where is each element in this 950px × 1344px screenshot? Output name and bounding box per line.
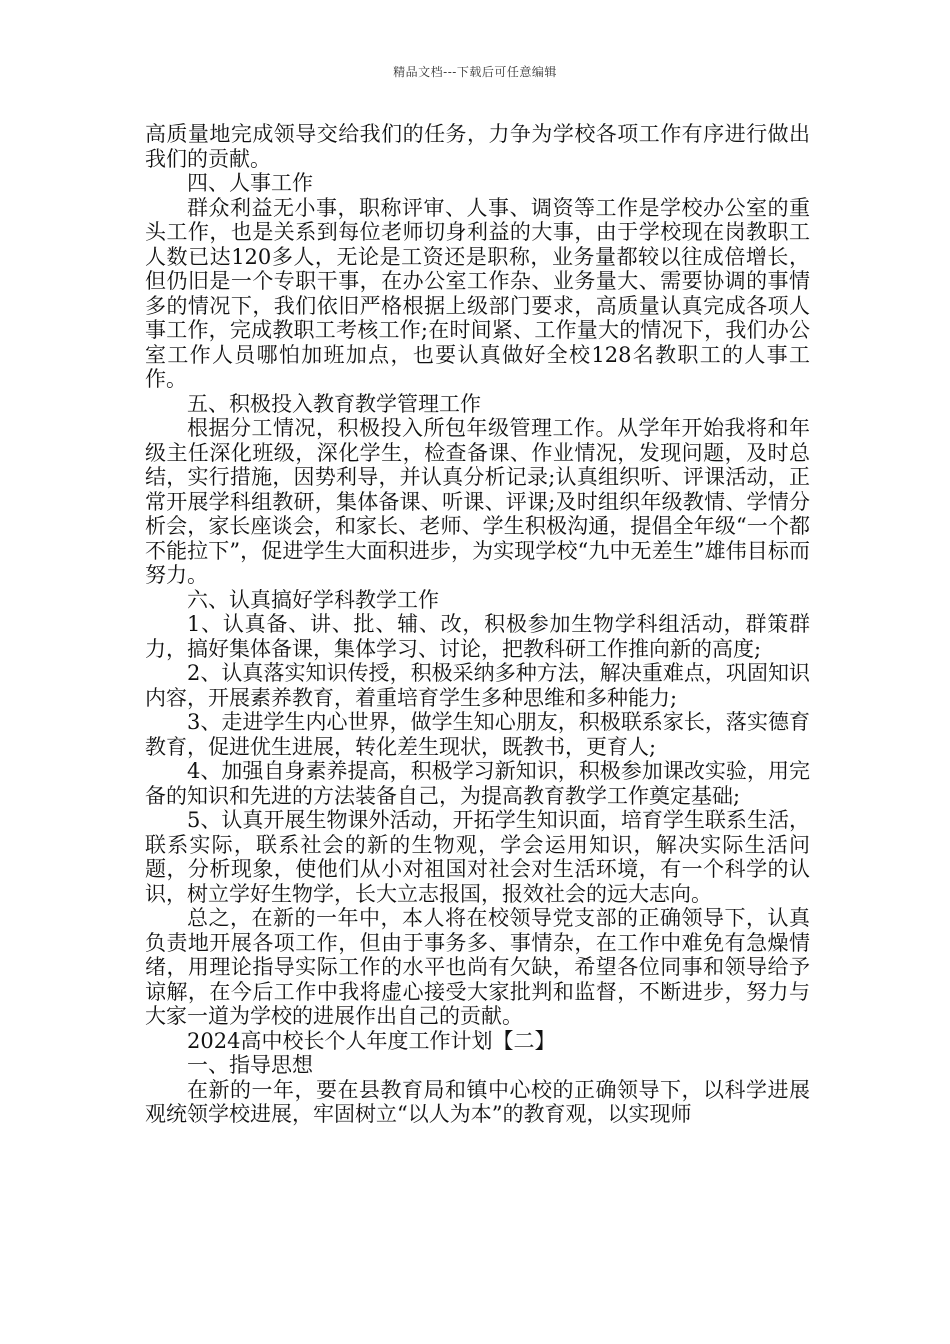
list-item-4: 4、加强自身素养提高，积极学习新知识，积极参加课改实验，用完备的知识和先进的方法装备自己，为提高教育教学工作奠定基础; [145,759,810,808]
paragraph-personnel: 群众利益无小事，职称评审、人事、调资等工作是学校办公室的重头工作，也是关系到每位老师切身利益的大事，由于学校现在岗教职工人数已达120多人，无论是工资还是职称，业务量都较以往成倍增长，但仍旧是一个专职干事，在办公室工作杂、业务量大、需要协调的事情多的情况下，我们依旧严格根据上级部门要求，高质量认真完成各项人事工作，完成教职工考核工作;在时间紧、工作量大的情况下，我们办公室工作人员哪怕加班加点，也要认真做好全校128名教职工的人事工作。 [145,195,810,391]
section-title-plan-2: 2024高中校长个人年度工作计划【二】 [187,1028,556,1053]
list-item-3: 3、走进学生内心世界，做学生知心朋友，积极联系家长，落实德育教育，促进优生进展，转化差生现状，既教书，更育人; [145,710,810,759]
heading-subject-teaching: 六、认真搞好学科教学工作 [187,587,439,612]
paragraph-teaching-management: 根据分工情况，积极投入所包年级管理工作。从学年开始我将和年级主任深化班级，深化学生，检查备课、作业情况，发现问题，及时总结，实行措施，因势利导，并认真分析记录;认真组织听、评课活动，正常开展学科组教研，集体备课、听课、评课;及时组织年级教情、学情分析会，家长座谈会，和家长、老师、学生积极沟通，提倡全年级“一个都不能拉下”，促进学生大面积进步，为实现学校“九中无差生”雄伟目标而努力。 [145,416,810,587]
list-item-1: 1、认真备、讲、批、辅、改，积极参加生物学科组活动，群策群力，搞好集体备课，集体学习、讨论，把教科研工作推向新的高度; [145,612,810,661]
heading-personnel-work: 四、人事工作 [187,171,313,195]
heading-guiding-ideology: 一、指导思想 [187,1053,313,1077]
document-body [145,122,810,1127]
paragraph-guiding-ideology: 在新的一年，要在县教育局和镇中心校的正确领导下，以科学进展观统领学校进展，牢固树立“以人为本”的教育观，以实现师 [145,1077,810,1126]
paragraph-summary: 总之，在新的一年中，本人将在校领导党支部的正确领导下，认真负责地开展各项工作，但由于事务多、事情杂，在工作中难免有急燥情绪，用理论指导实际工作的水平也尚有欠缺，希望各位同事和领导给予谅解，在今后工作中我将虚心接受大家批判和监督，不断进步，努力与大家一道为学校的进展作出自己的贡献。 [145,906,810,1028]
paragraph-continuation: 高质量地完成领导交给我们的任务，力争为学校各项工作有序进行做出我们的贡献。 [145,122,810,171]
list-item-5: 5、认真开展生物课外活动，开拓学生知识面，培育学生联系生活，联系实际，联系社会的新的生物观，学会运用知识，解决实际生活问题，分析现象，使他们从小对祖国对社会对生活环境，有一个科学的认识，树立学好生物学，长大立志报国，报效社会的远大志向。 [145,808,810,906]
list-item-2: 2、认真落实知识传授，积极采纳多种方法，解决重难点，巩固知识内容，开展素养教育，着重培育学生多种思维和多种能力; [145,661,810,710]
page-header: 精品文档---下载后可任意编辑 [393,65,557,79]
heading-teaching-management: 五、积极投入教育教学管理工作 [187,391,481,416]
